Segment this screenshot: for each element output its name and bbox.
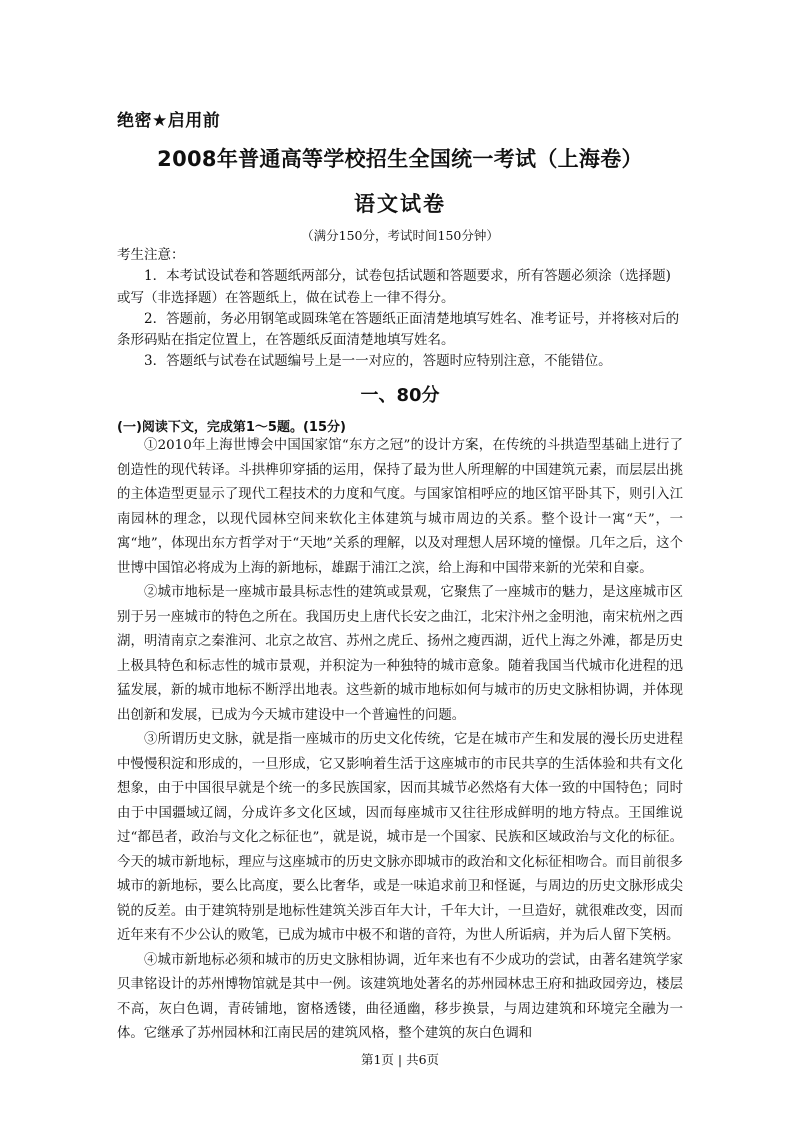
notice-item: 1．本考试设试卷和答题纸两部分，试卷包括试题和答题要求，所有答题必须涂（选择题)或写（非选择题）在答题纸上，做在试卷上一律不得分。 (117, 268, 671, 306)
passage-paragraph: ①2010年上海世博会中国国家馆“东方之冠”的设计方案，在传统的斗拱造型基础上进行了创造性的现代转译。斗拱榫卯穿插的运用，保持了最为世人所理解的中国建筑元素，而层层出挑的主体造型更显示了现代工程技术的力度和气度。与国家馆相呼应的地区馆平卧其下，则引入江南园林的理念，以现代园林空间来软化主体建筑与城市周边的关系。整个设计一寓“天”，一寓“地”，体现出东方哲学对于“天地”关系的理解，以及对理想人居环境的憧憬。几年之后，这个世博中国馆必将成为上海的新地标，雄踞于浦江之滨，给上海和中国带来新的光荣和自豪。 (117, 438, 683, 576)
confidential-label: 绝密★启用前 (117, 111, 221, 131)
section-title: 一、80分 (360, 385, 440, 406)
passage-paragraph: ④城市新地标必须和城市的历史文脉相协调，近年来也有不少成功的尝试，由著名建筑学家贝聿铭设计的苏州博物馆就是其中一例。该建筑地处著名的苏州园林忠王府和拙政园旁边，楼层不高，灰白色调，青砖铺地，窗格透镂，曲径通幽，移步换景，与周边建筑和环境完全融为一体。它继承了苏州园林和江南民居的建筑风格，整个建筑的灰白色调和 (117, 952, 683, 1041)
passage-paragraph: ③所谓历史文脉，就是指一座城市的历史文化传统，它是在城市产生和发展的漫长历史进程中慢慢积淀和形成的，一旦形成，它又影响着生活于这座城市的市民共享的生活体验和共有文化想象，由于中国很早就是个统一的多民族国家，因而其城节必然烙有大体一致的中国特色；同时由于中国疆域辽阔，分成许多文化区域，因而每座城市又往往形成鲜明的地方特点。王国维说过“都邑者，政治与文化之标征也”，就是说，城市是一个国家、民族和区域政治与文化的标征。今天的城市新地标，理应与这座城市的历史文脉亦即城市的政治和文化标征相吻合。而目前很多城市的新地标，要么比高度，要么比奢华，或是一味追求前卫和怪诞，与周边的历史文脉形成尖锐的反差。由于建筑特别是地标性建筑关涉百年大计，千年大计，一旦造好，就很难改变，因而近年来有不少公认的败笔，已成为城市中极不和谐的音符，为世人所诟病，并为后人留下笑柄。 (117, 732, 683, 943)
passage-paragraph: ②城市地标是一座城市最具标志性的建筑或景观，它聚焦了一座城市的魅力，是这座城市区别于另一座城市的特色之所在。我国历史上唐代长安之曲江，北宋汴州之金明池，南宋杭州之西湖，明清南京之秦淮河、北京之故宫、苏州之虎丘、扬州之瘦西湖，近代上海之外滩，都是历史上极具特色和标志性的城市景观，并积淀为一种独特的城市意象。随着我国当代城市化进程的迅猛发展，新的城市地标不断浮出地表。这些新的城市地标如何与城市的历史文脉相协调，并体现出创新和发展，已成为今天城市建设中一个普遍性的问题。 (117, 585, 683, 723)
candidate-notice (117, 245, 683, 373)
page-footer: 第1页 | 共6页 (360, 1052, 440, 1067)
notice-item: 2．答题前，务必用钢笔或圆珠笔在答题纸正面清楚地填写姓名、准考证号，并将核对后的条形码贴在指定位置上，在答题纸反面清楚地填写姓名。 (117, 310, 680, 349)
question-heading: (一)阅读下文，完成第1～5题。(15分) (117, 420, 346, 435)
reading-passage (117, 434, 683, 1047)
subject-title: 语文试卷 (354, 192, 446, 216)
notice-item: 3．答题纸与试卷在试题编号上是一一对应的，答题时应特别注意，不能错位。 (144, 353, 612, 370)
exam-meta: （满分150分，考试时间150分钟） (301, 228, 499, 243)
notice-heading: 考生注意： (117, 247, 185, 263)
exam-title: 2008年普通高等学校招生全国统一考试（上海卷） (157, 147, 643, 171)
